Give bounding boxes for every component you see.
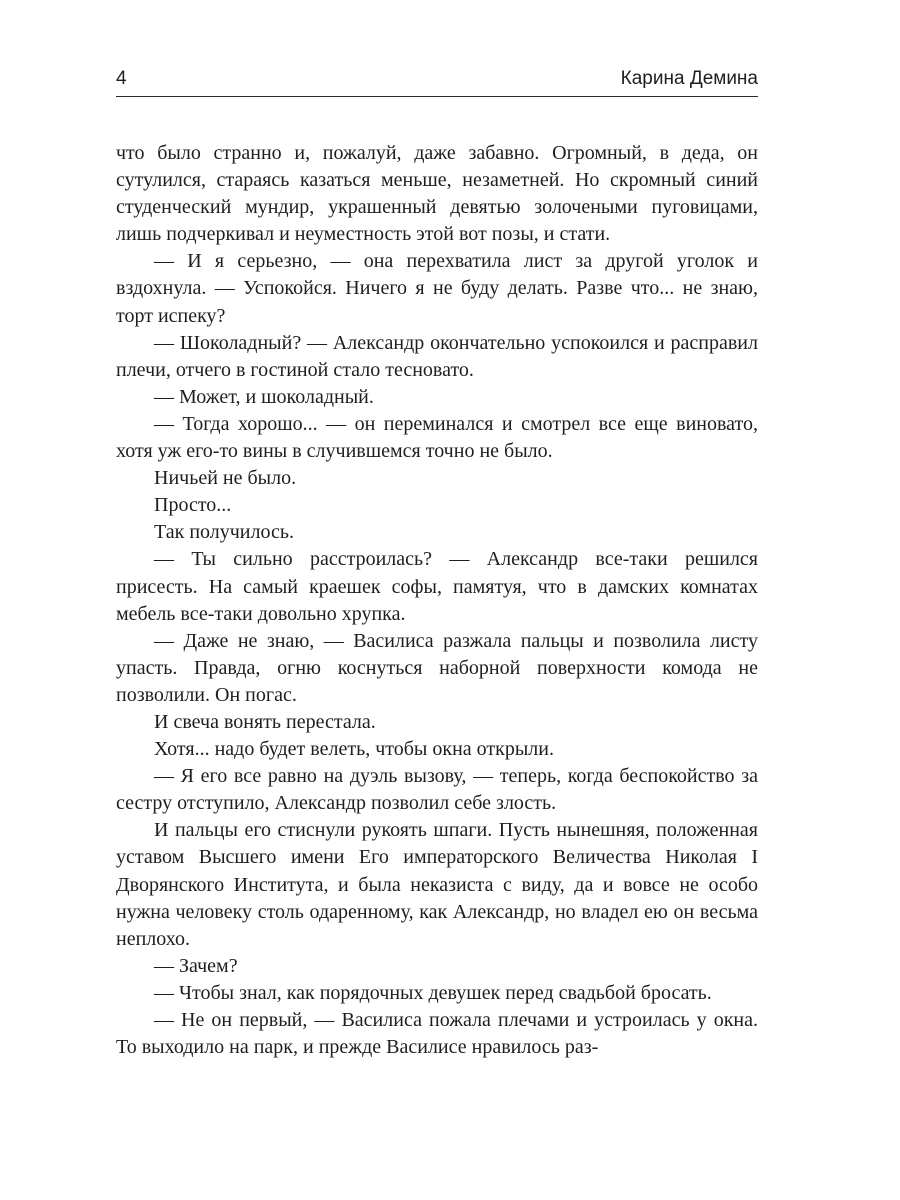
body-text	[116, 140, 758, 1061]
paragraph: — Шоколадный? — Александр окончательно успокоился и расправил плечи, отчего в гостиной стало тесновато.	[116, 331, 758, 381]
paragraph: — Тогда хорошо... — он переминался и смотрел все еще виновато, хотя уж его-то вины в случившемся точно не было.	[116, 412, 758, 463]
paragraph: — Чтобы знал, как порядочных девушек перед свадьбой бросать.	[154, 981, 712, 1004]
paragraph: — Даже не знаю, — Василиса разжала пальцы и позволила листу упасть. Правда, огню коснуться наборной поверхности комода не позволили. Он погас.	[116, 629, 758, 706]
paragraph: Хотя... надо будет велеть, чтобы окна открыли.	[154, 738, 554, 761]
page-number: 4	[116, 68, 127, 89]
paragraph: — И я серьезно, — она перехватила лист за другой уголок и вздохнула. — Успокойся. Ничего я не буду делать. Разве что... не знаю, торт испеку?	[116, 250, 758, 327]
paragraph: что было странно и, пожалуй, даже забавно. Огромный, в деда, он сутулился, стараясь казаться меньше, незаметней. Но скромный синий студенческий мундир, украшенный девятью золочеными пуговицами, лишь подчеркивал и неуместность этой вот позы, и стати.	[116, 142, 758, 246]
paragraph: И свеча вонять перестала.	[154, 710, 376, 733]
paragraph: — Зачем?	[154, 954, 238, 977]
author-name: Карина Демина	[620, 68, 758, 89]
paragraph: — Ты сильно расстроилась? — Александр все-таки решился присесть. На самый краешек софы, памятуя, что в дамских комнатах мебель все-таки довольно хрупка.	[116, 548, 758, 625]
paragraph: — Может, и шоколадный.	[154, 385, 374, 408]
paragraph: Так получилось.	[154, 521, 294, 544]
paragraph: — Я его все равно на дуэль вызову, — теперь, когда беспокойство за сестру отступило, Александр позволил себе злость.	[116, 765, 758, 815]
paragraph: И пальцы его стиснули рукоять шпаги. Пусть нынешняя, положенная уставом Высшего имени Его императорского Величества Николая I Дворянского Института, и была неказиста с виду, да и вовсе не особо нужна человеку столь одаренному, как Александр, но владел ею он весьма неплохо.	[116, 819, 758, 950]
paragraph: Просто...	[154, 494, 232, 517]
running-head	[116, 66, 758, 97]
paragraph: Ничьей не было.	[154, 467, 297, 490]
book-page	[116, 0, 758, 1200]
paragraph: — Не он первый, — Василиса пожала плечами и устроилась у окна. То выходило на парк, и прежде Василисе нравилось раз-	[116, 1009, 758, 1059]
